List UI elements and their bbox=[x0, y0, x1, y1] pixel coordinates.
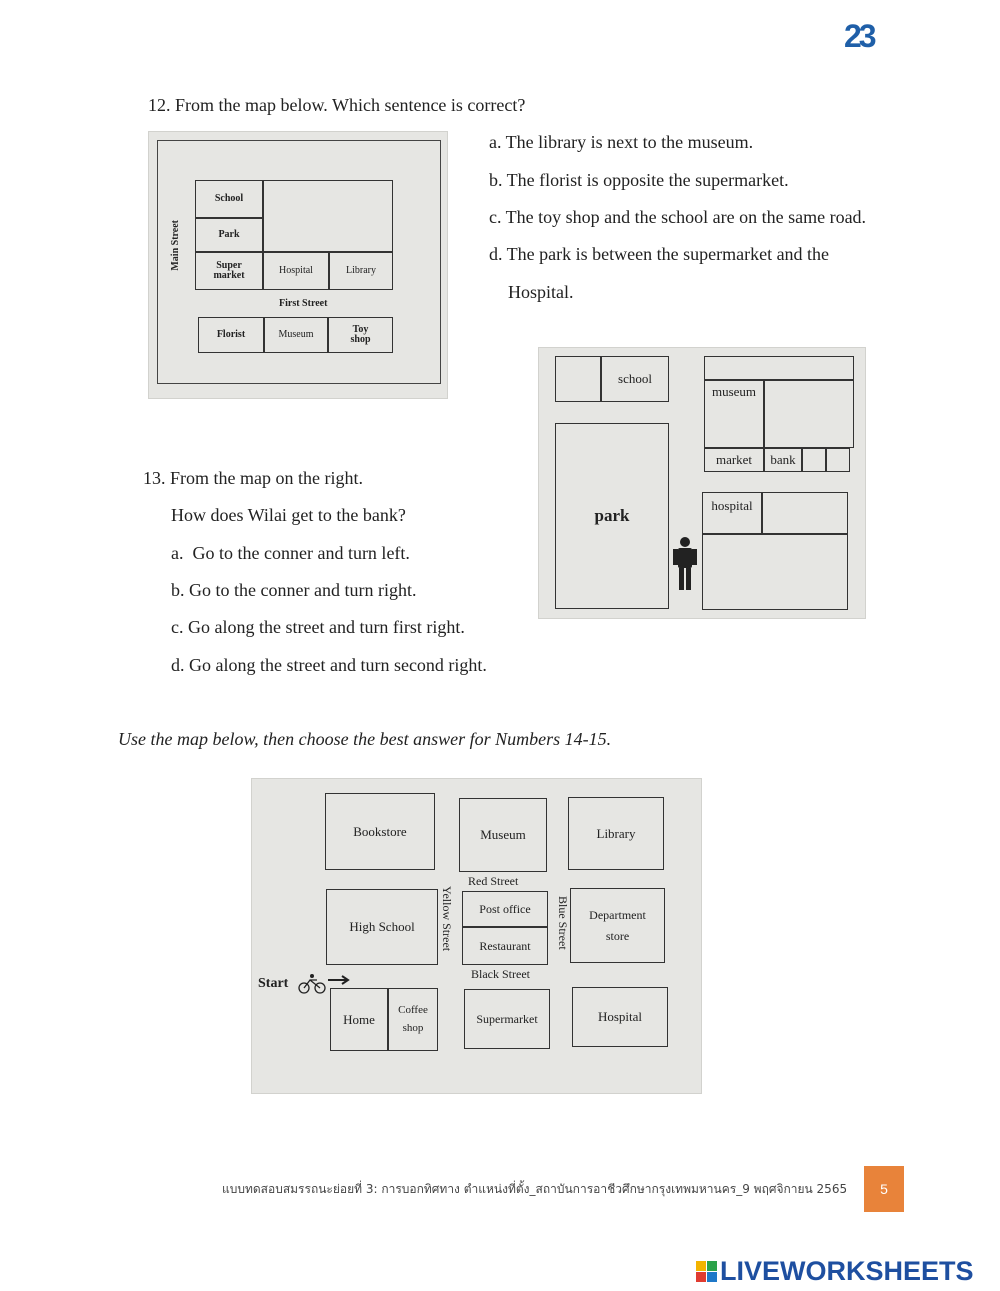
map2-museum: museum bbox=[704, 380, 764, 448]
q12-question: 12. From the map below. Which sentence is correct? bbox=[148, 95, 526, 115]
map3-high-school: High School bbox=[326, 889, 438, 965]
map1-super: Super bbox=[216, 259, 242, 271]
map1-park: Park bbox=[195, 218, 263, 252]
q12-option-d[interactable]: d. The park is between the supermarket and the bbox=[489, 244, 830, 264]
liveworksheets-brand: LIVEWORKSHEETS bbox=[720, 1256, 974, 1286]
liveworksheets-logo bbox=[696, 1256, 974, 1287]
map2-block-right bbox=[764, 380, 854, 448]
q13-option-d[interactable]: d. Go along the street and turn second right. bbox=[171, 655, 487, 675]
map3-yellow-street: Yellow Street bbox=[440, 886, 454, 952]
map3-red-street: Red Street bbox=[468, 874, 519, 888]
liveworksheets-icon bbox=[696, 1261, 717, 1282]
instruction-14-15: Use the map below, then choose the best answer for Numbers 14-15. bbox=[118, 729, 612, 749]
map1-supermarket bbox=[195, 252, 263, 290]
page-badge: 23 bbox=[844, 18, 874, 54]
map2-block-left bbox=[555, 356, 601, 402]
map2-park: park bbox=[555, 423, 669, 609]
map1-empty-block bbox=[263, 180, 393, 252]
map2-block-mid-right bbox=[762, 492, 848, 534]
map3-black-street: Black Street bbox=[471, 967, 530, 981]
map3-blue-street: Blue Street bbox=[556, 896, 570, 950]
map3-department: Department bbox=[589, 907, 646, 922]
q13-option-b[interactable]: b. Go to the conner and turn right. bbox=[171, 580, 417, 600]
q12-option-b[interactable]: b. The florist is opposite the supermarket. bbox=[489, 170, 789, 190]
map3-image bbox=[251, 778, 702, 1094]
map2-block-bottom bbox=[702, 534, 848, 610]
page-number: 5 bbox=[864, 1166, 904, 1212]
q12-option-a[interactable]: a. The library is next to the museum. bbox=[489, 132, 754, 152]
map3-coffee-shop bbox=[388, 988, 438, 1051]
map1-main-street: Main Street bbox=[170, 220, 181, 271]
map1-museum: Museum bbox=[264, 317, 328, 353]
map1-toy: Toy bbox=[352, 323, 369, 335]
q12-option-d-cont: Hospital. bbox=[508, 282, 574, 302]
q13-option-c[interactable]: c. Go along the street and turn first right. bbox=[171, 617, 465, 637]
map2-school: school bbox=[601, 356, 669, 402]
map1-image bbox=[148, 131, 448, 399]
map2-market: market bbox=[704, 448, 764, 472]
map3-library: Library bbox=[568, 797, 664, 870]
map2-top-block bbox=[704, 356, 854, 380]
map2-small-block-1 bbox=[802, 448, 826, 472]
map3-post-office: Post office bbox=[462, 891, 548, 927]
map3-bookstore: Bookstore bbox=[325, 793, 435, 870]
map3-museum: Museum bbox=[459, 798, 547, 872]
person-icon bbox=[671, 536, 699, 592]
q12-option-c[interactable]: c. The toy shop and the school are on the same road. bbox=[489, 207, 867, 227]
map3-start: Start bbox=[258, 976, 289, 991]
map1-first-street: First Street bbox=[279, 298, 328, 309]
q13-option-a[interactable]: a. Go to the conner and turn left. bbox=[171, 543, 410, 563]
q13-sub: How does Wilai get to the bank? bbox=[171, 505, 406, 525]
map3-supermarket: Supermarket bbox=[464, 989, 550, 1049]
map1-shop: shop bbox=[350, 334, 371, 345]
map3-hospital: Hospital bbox=[572, 987, 668, 1047]
map3-store: store bbox=[605, 928, 630, 943]
map1-market: market bbox=[213, 270, 245, 281]
map1-florist: Florist bbox=[198, 317, 264, 353]
map3-shop: shop bbox=[402, 1021, 424, 1034]
map3-restaurant: Restaurant bbox=[462, 927, 548, 965]
map3-department-store bbox=[570, 888, 665, 963]
map1-school: School bbox=[195, 180, 263, 218]
footer-text: แบบทดสอบสมรรถนะย่อยที่ 3: การบอกทิศทาง ตำแหน่งที่ตั้ง_สถาบันการอาชีวศึกษากรุงเทพมหานคร_9 พฤศจิกายน 2565 bbox=[222, 1182, 848, 1196]
q13-question: 13. From the map on the right. bbox=[143, 468, 363, 488]
map3-home: Home bbox=[330, 988, 388, 1051]
map2-small-block-2 bbox=[826, 448, 850, 472]
map2-hospital: hospital bbox=[702, 492, 762, 534]
map1-toy-shop bbox=[328, 317, 393, 353]
map1-hospital: Hospital bbox=[263, 252, 329, 290]
map2-image bbox=[538, 347, 866, 619]
map1-library: Library bbox=[329, 252, 393, 290]
map3-coffee: Coffee bbox=[398, 1003, 428, 1016]
map2-bank: bank bbox=[764, 448, 802, 472]
